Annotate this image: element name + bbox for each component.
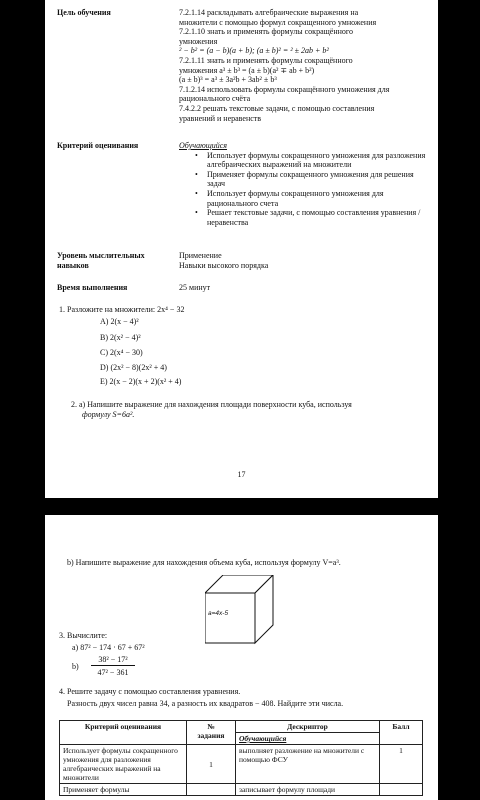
task-1-option: D) (2x² − 8)(2x² + 4) [100,363,167,372]
thinking-level-label [57,251,145,271]
criteria-list [179,141,429,227]
header-task-number [187,721,236,745]
header-descriptor: Дескриптор [236,721,380,733]
table-cell: Использует формулы сокращенного умножения для разложения алгебраических выражений на множители [60,745,187,784]
task-1: 1. Разложите на множители: 2x⁴ − 32 [59,305,185,314]
thinking-level-value [179,251,429,271]
goal-line: 7.2.1.11 знать и применять формулы сокращённого [179,55,353,65]
task-3: 3. Вычислите: [59,631,108,640]
task-1-option: C) 2(x⁴ − 30) [100,348,143,357]
criteria-item: • Применяет формулы сокращенного умножения для решения задач [207,170,429,189]
table-cell: записывает формулу площади [236,784,380,796]
task-3a: a) 87² − 174 · 67 + 67² [72,643,145,652]
task-4-text: Разность двух чисел равна 34, а разность их квадратов − 408. Найдите эти числа. [67,699,344,708]
table-cell: Применяет формулы [60,784,187,796]
assessment-table [59,720,423,796]
header-descriptor-sub: Обучающийся [236,733,380,745]
task-3b-numerator: 38² − 17² [91,655,135,666]
criteria-item: • Решает текстовые задачи, с помощью составления уравнения / неравенства [207,208,429,227]
task-3b-denominator: 47² − 361 [97,668,129,677]
task-1-option: E) 2(x − 2)(x + 2)(x² + 4) [100,377,182,386]
worksheet-page-2 [45,515,438,800]
table-cell: 1 [380,745,423,784]
worksheet-page-1 [45,0,438,498]
goal-formula: ² − b² = (a − b)(a + b); (a ± b)² = ² ± 2ab + b² [179,46,329,56]
time-label: Время выполнения [57,283,128,292]
time-value: 25 минут [179,283,211,292]
goal-label: Цель обучения [57,8,111,17]
cube-side-label: a=4x-5 [208,610,229,617]
table-cell [187,784,236,796]
goal-line: множители с помощью формул сокращенного умножения [179,17,377,27]
task-2a-formula: формулу S=6a². [82,410,135,419]
goal-line: умножения [179,36,218,46]
table-row [60,745,423,784]
header-criteria: Критерий оценивания [60,721,187,745]
goal-text [179,8,429,123]
thinking-level-label-line: навыков [57,261,89,270]
goal-line: умножения a³ ± b³ = (a ± b)(a² ∓ ab + b²) [179,65,315,75]
thinking-level-line: Применение [179,251,222,260]
table-header-row [60,721,423,733]
task-2a: 2. a) Напишите выражение для нахождения площади поверхности куба, используя [71,400,352,409]
goal-line: рационального счёта [179,94,251,104]
goal-line: уравнений и неравенств [179,113,262,123]
goal-line: 7.4.2.2 решать текстовые задачи, с помощью составления [179,103,375,113]
criteria-item: • Использует формулы сокращенного умножения для разложения алгебраических выражений на множители [207,151,429,170]
table-cell: 1 [187,745,236,784]
goal-line: 7.2.1.10 знать и применять формулы сокращённого [179,27,353,37]
task-3b-label: b) [72,662,79,671]
criteria-label: Критерий оценивания [57,141,139,150]
goal-line: 7.1.2.14 использовать формулы сокращённого умножения для [179,84,390,94]
header-task-number-line: № [207,722,215,731]
goal-line: 7.2.1.14 раскладывать алгебраические выражения на [179,8,359,17]
task-1-option: A) 2(x − 4)² [100,317,139,326]
task-1-option: B) 2(x² − 4)² [100,333,141,342]
header-score: Балл [380,721,423,745]
header-task-number-line: задания [197,731,225,740]
criteria-item: • Использует формулы сокращенного умножения для рационального счета [207,189,429,208]
goal-line: (a ± b)³ = a³ ± 3a²b + 3ab² ± b³ [179,75,277,85]
table-cell: выполняет разложение на множители с помощью ФСУ [236,745,380,784]
thinking-level-line: Навыки высокого порядка [179,261,269,270]
task-4: 4. Решите задачу с помощью составления уравнения. [59,687,241,696]
thinking-level-label-line: Уровень мыслительных [57,251,145,260]
criteria-head: Обучающийся [179,141,228,150]
table-row [60,784,423,796]
table-cell [380,784,423,796]
task-2b: b) Напишите выражение для нахождения объема куба, используя формулу V=a³. [67,558,341,567]
page-number: 17 [237,470,246,479]
